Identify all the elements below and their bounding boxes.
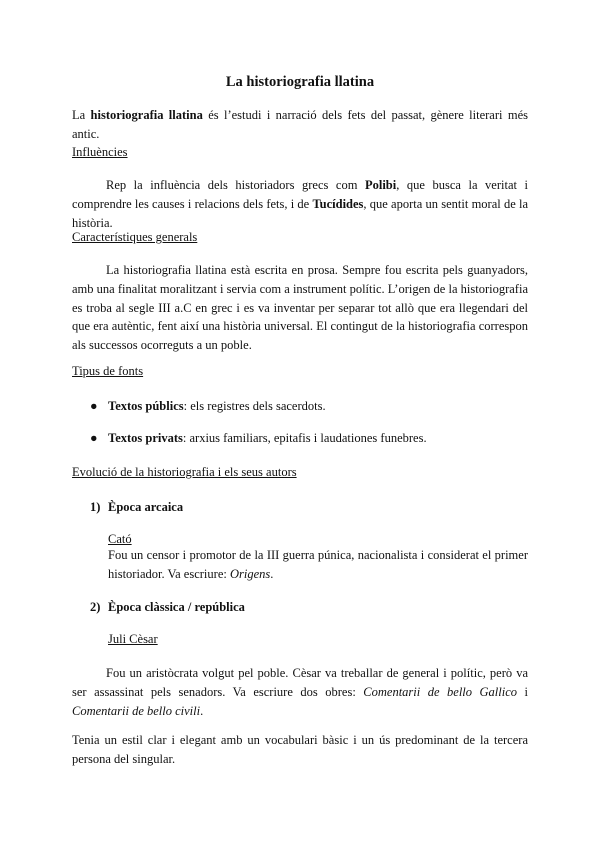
author-cato: Cató [108, 532, 132, 546]
influencies-text-1: Rep la influència dels historiadors grecs com [106, 178, 365, 192]
cato-paragraph [108, 546, 528, 584]
cesar-style-paragraph: Tenia un estil clar i elegant amb un vocabulari bàsic i un ús predominant de la tercera persona del singular. [72, 733, 528, 766]
cesar-text-end: . [200, 703, 204, 718]
cato-work: Origens [229, 566, 271, 581]
influencies-paragraph [72, 176, 528, 232]
heading-caracteristiques: Característiques generals [72, 230, 198, 244]
heading-tipus-fonts: Tipus de fonts [72, 364, 144, 378]
cato-text-end: . [270, 566, 274, 581]
section-title: Època clàssica / república [108, 600, 245, 614]
intro-paragraph [72, 106, 528, 144]
cesar-joiner: i [517, 684, 529, 699]
cesar-work-2: Comentarii de bello civili [72, 703, 201, 718]
list-item [90, 429, 520, 448]
list-item [90, 397, 520, 416]
bullet-icon: ● [90, 431, 98, 445]
list-item-bold: Textos públics [108, 399, 184, 413]
influencies-text-2: , que busca la veritat i comprendre les causes i relacions dels fets, i de [72, 178, 528, 211]
bullet-icon: ● [90, 399, 98, 413]
caracteristiques-paragraph: La historiografia llatina està escrita en prosa. Sempre fou escrita pels guanyadors, amb una finalitat moralitzant i servia com a instrument polític. L’origen de la historiografia es troba al segle III a.C en grec i es va inventar per separar tot allò que era llegendari del que era autèntic, fent així una història universal. El contingut de la historiografia correspon als successos ocorreguts a un poble. [72, 263, 528, 352]
heading-influencies: Influències [72, 145, 128, 159]
influencies-polibi: Polibi [364, 178, 397, 192]
section-number: 1) [90, 500, 101, 514]
intro-bold-term: historiografia llatina [90, 108, 203, 122]
section-number: 2) [90, 600, 101, 614]
section-heading-2 [90, 598, 245, 617]
intro-text-end: és l’estudi i narració dels fets del passat, gènere literari més antic. [72, 108, 528, 141]
author-cesar: Juli Cèsar [108, 632, 158, 646]
intro-text-start: La [72, 108, 91, 122]
section-title: Època arcaica [108, 500, 184, 514]
heading-evolucio: Evolució de la historiografia i els seus autors [72, 465, 297, 479]
document-title: La historiografia llatina [225, 74, 375, 90]
cato-text: Fou un censor i promotor de la III guerra púnica, nacionalista i considerat el primer historiador. Va escriure: [108, 548, 528, 581]
section-heading-1 [90, 498, 183, 517]
cesar-text: Fou un aristòcrata volgut pel poble. Cèsar va treballar de general i polític, però va ser assassinat pels senadors. Va escriure dos obres: [72, 666, 528, 699]
list-item-bold: Textos privats [108, 431, 183, 445]
list-item-text: : els registres dels sacerdots. [183, 399, 326, 413]
influencies-text-3: , que aporta un sentit moral de la història. [72, 196, 529, 230]
cesar-paragraph [72, 664, 528, 720]
cesar-work-1: Comentarii de bello Gallico [363, 684, 518, 699]
list-item-text: : arxius familiars, epitafis i laudationes funebres. [182, 431, 427, 445]
influencies-tucidides: Tucídides [312, 196, 364, 211]
